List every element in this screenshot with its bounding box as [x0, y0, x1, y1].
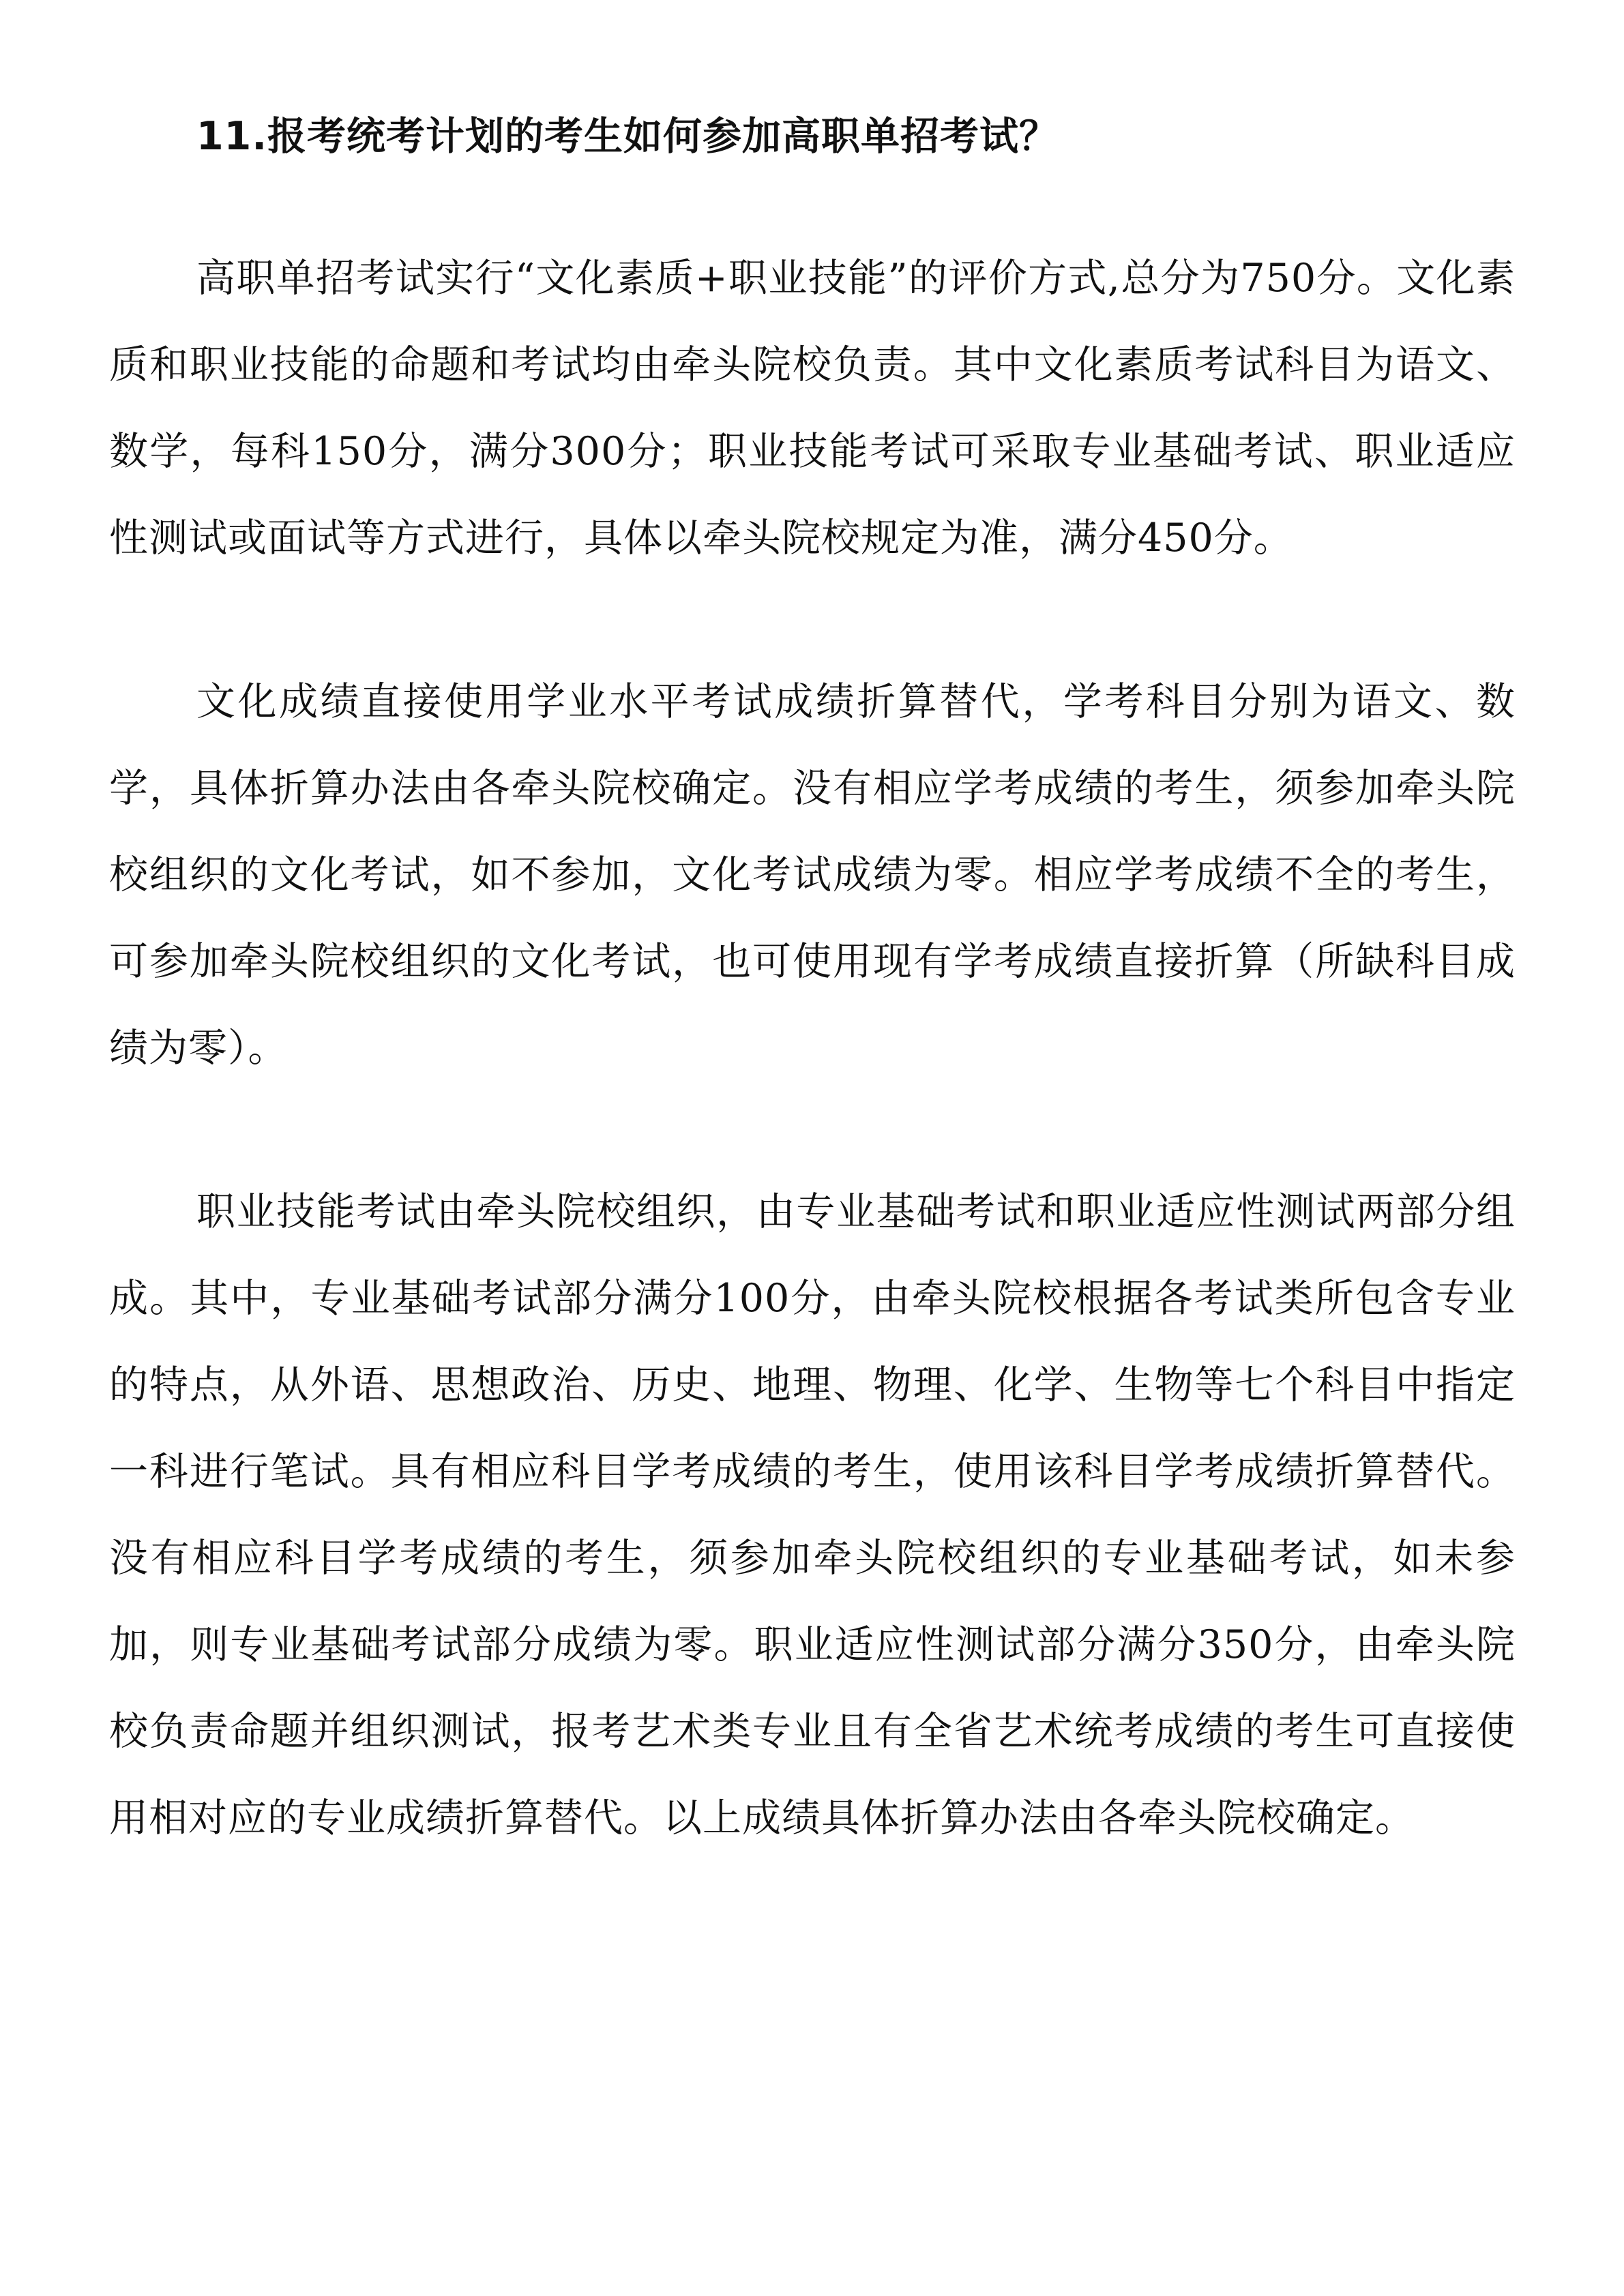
paragraph-scoring-overview: 高职单招考试实行“文化素质+职业技能”的评价方式,总分为750分。文化素质和职业技能的命题和考试均由牵头院校负责。其中文化素质考试科目为语文、数学，每科150分，满分300分；职业技能考试可采取专业基础考试、职业适应性测试或面试等方式进行，具体以牵头院校规定为准，满分450分。	[109, 256, 1516, 561]
paragraph-cultural-score: 文化成绩直接使用学业水平考试成绩折算替代，学考科目分别为语文、数学，具体折算办法由各牵头院校确定。没有相应学考成绩的考生，须参加牵头院校组织的文化考试，如不参加，文化考试成绩为零。相应学考成绩不全的考生，可参加牵头院校组织的文化考试，也可使用现有学考成绩直接折算（所缺科目成绩为零）。	[109, 679, 1516, 1071]
document-body	[109, 115, 1516, 1862]
paragraph-vocational-skills: 职业技能考试由牵头院校组织，由专业基础考试和职业适应性测试两部分组成。其中，专业基础考试部分满分100分，由牵头院校根据各考试类所包含专业的特点，从外语、思想政治、历史、地理、物理、化学、生物等七个科目中指定一科进行笔试。具有相应科目学考成绩的考生，使用该科目学考成绩折算替代。没有相应科目学考成绩的考生，须参加牵头院校组织的专业基础考试，如未参加，则专业基础考试部分成绩为零。职业适应性测试部分满分350分，由牵头院校负责命题并组织测试，报考艺术类专业且有全省艺术统考成绩的考生可直接使用相对应的专业成绩折算替代。以上成绩具体折算办法由各牵头院校确定。	[109, 1189, 1516, 1840]
question-heading: 11.报考统考计划的考生如何参加高职单招考试？	[196, 114, 1059, 159]
